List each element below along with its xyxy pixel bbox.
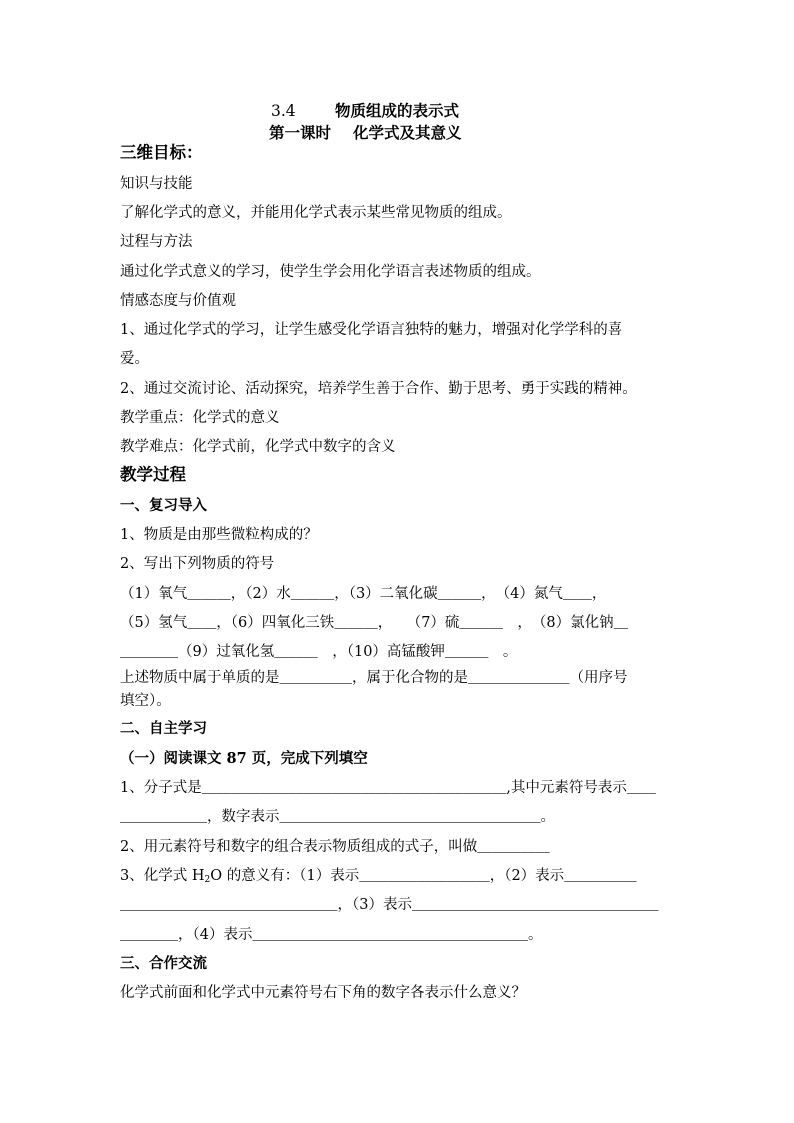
process-main-heading: 教学过程	[120, 465, 186, 484]
h2o-prefix: 3、化学式 H	[120, 868, 205, 884]
knowledge-heading: 知识与技能	[120, 176, 193, 192]
emotion-goal-1b: 爱。	[120, 351, 149, 367]
review-fill-line-2: （5）氢气＿＿，（6）四氧化三铁＿＿＿， （7）硫＿＿＿ ， （8）氯化钠＿	[120, 615, 629, 631]
self-study-heading: 二、自主学习	[120, 720, 207, 737]
review-fill-line-1: （1）氧气＿＿＿，（2）水＿＿＿，（3）二氧化碳＿＿＿， （4）氮气＿＿，	[120, 586, 607, 602]
emotion-goal-1a: 1、通过化学式的学习，让学生感受化学语言独特的魅力，增强对化学学科的喜	[120, 322, 623, 338]
section-title	[271, 99, 459, 121]
review-fill-line-5: 填空）。	[120, 693, 171, 709]
cooperate-heading: 三、合作交流	[120, 955, 207, 972]
cooperate-question: 化学式前面和化学式中元素符号右下角的数字各表示什么意义？	[120, 985, 526, 1001]
process-heading: 过程与方法	[120, 234, 193, 250]
section-number: 3.4	[271, 102, 296, 120]
review-heading: 一、复习导入	[120, 497, 207, 514]
review-q1: 1、物质是由那些微粒构成的？	[120, 527, 318, 543]
lesson-title	[269, 121, 462, 143]
key-point: 教学重点：化学式的意义	[120, 410, 280, 426]
goals-heading: 三维目标：	[120, 143, 203, 162]
difficult-point: 教学难点：化学式前，化学式中数字的含义	[120, 439, 396, 455]
self-study-line-4	[120, 866, 637, 890]
self-study-line-2: ＿＿＿＿＿＿，数字表示＿＿＿＿＿＿＿＿＿＿＿＿＿＿＿＿＿＿。	[120, 809, 555, 825]
self-study-line-5: ＿＿＿＿＿＿＿＿＿＿＿＿＿＿＿，（3）表示＿＿＿＿＿＿＿＿＿＿＿＿＿＿＿＿＿	[120, 897, 659, 913]
self-study-subheading: （一）阅读课文 87 页，完成下列填空	[120, 750, 368, 767]
lesson-label: 第一课时	[269, 123, 332, 142]
self-study-line-1: 1、分子式是＿＿＿＿＿＿＿＿＿＿＿＿＿＿＿＿＿＿＿＿＿,其中元素符号表示＿＿	[120, 780, 656, 796]
h2o-subscript: 2	[204, 875, 211, 885]
emotion-heading: 情感态度与价值观	[120, 293, 236, 309]
section-name: 物质组成的表示式	[335, 101, 460, 120]
knowledge-text: 了解化学式的意义，并能用化学式表示某些常见物质的组成。	[120, 205, 512, 221]
review-fill-line-3: ＿＿＿＿（9）过氧化氢＿＿＿ ，（10）高锰酸钾＿＿＿ 。	[120, 644, 518, 660]
review-q2: 2、写出下列物质的符号	[120, 556, 275, 572]
self-study-line-3: 2、用元素符号和数字的组合表示物质组成的式子，叫做＿＿＿＿＿	[120, 839, 550, 855]
review-fill-line-4: 上述物质中属于单质的是＿＿＿＿＿，属于化合物的是＿＿＿＿＿＿＿（用序号	[120, 670, 628, 686]
emotion-goal-2: 2、通过交流讨论、活动探究，培养学生善于合作、勤于思考、勇于实践的精神。	[120, 381, 637, 397]
h2o-suffix: O 的意义有：（1）表示＿＿＿＿＿＿＿＿＿，（2）表示＿＿＿＿＿	[210, 868, 637, 884]
self-study-line-6: ＿＿＿＿，（4）表示＿＿＿＿＿＿＿＿＿＿＿＿＿＿＿＿＿＿＿。	[120, 927, 543, 943]
process-text: 通过化学式意义的学习，使学生学会用化学语言表述物质的组成。	[120, 264, 541, 280]
lesson-topic: 化学式及其意义	[353, 123, 462, 142]
